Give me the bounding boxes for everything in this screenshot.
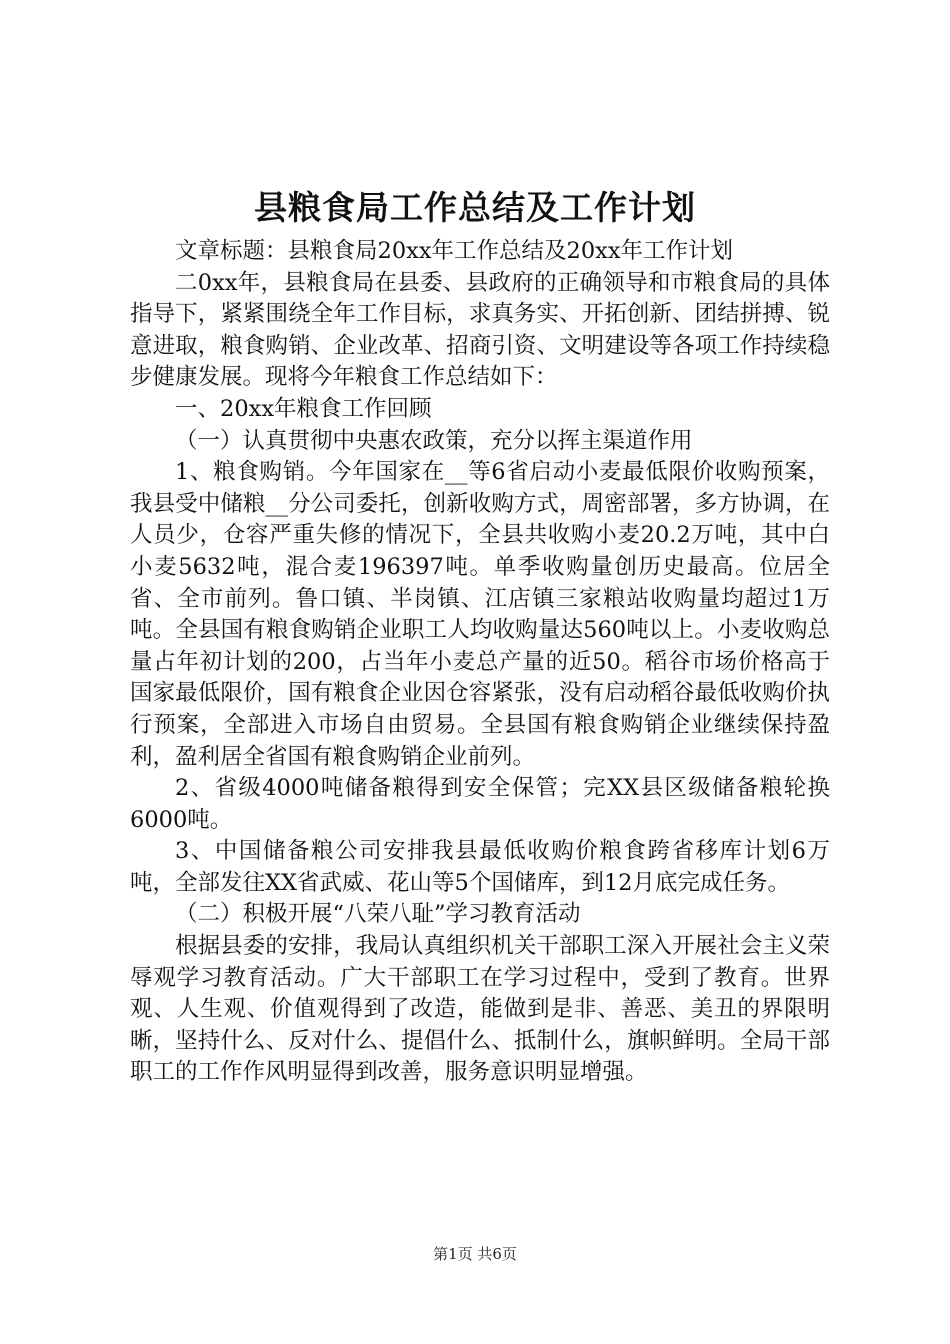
paragraph-grain-purchase: 1、粮食购销。今年国家在__等6省启动小麦最低限价收购预案，我县受中储粮__分公司委托，创新收购方式，周密部署，多方协调，在人员少，仓容严重失修的情况下，全县共收购小麦20.2万吨，其中白小麦5632吨，混合麦196397吨。单季收购量创历史最高。位居全省、全市前列。鲁口镇、半岗镇、江店镇三家粮站收购量均超过1万吨。全县国有粮食购销企业职工人均收购量达560吨以上。小麦收购总量占年初计划的200，占当年小麦总产量的近50。稻谷市场价格高于国家最低限价，国有粮食企业因仓容紧张，没有启动稻谷最低收购价执行预案，全部进入市场自由贸易。全县国有粮食购销企业继续保持盈利，盈利居全省国有粮食购销企业前列。 xyxy=(130,459,830,770)
paragraph-relocation-plan: 3、中国储备粮公司安排我县最低收购价粮食跨省移库计划6万吨，全部发往XX省武威、花山等5个国储库，到12月底完成任务。 xyxy=(130,838,830,896)
subsection-heading: （一）认真贯彻中央惠农政策，充分以挥主渠道作用 xyxy=(175,427,693,454)
section-heading: 一、20xx年粮食工作回顾 xyxy=(175,395,432,422)
paragraph-education-activity: 根据县委的安排，我局认真组织机关干部职工深入开展社会主义荣辱观学习教育活动。广大干部职工在学习过程中，受到了教育。世界观、人生观、价值观得到了改造，能做到是非、善恶、美丑的界限明晰，坚持什么、反对什么、提倡什么、抵制什么，旗帜鲜明。全局干部职工的工作作风明显得到改善，服务意识明显增强。 xyxy=(130,933,830,1086)
page-number: 第1页 共6页 xyxy=(433,1245,517,1263)
intro-paragraph: 二0xx年，县粮食局在县委、县政府的正确领导和市粮食局的具体指导下，紧紧围绕全年工作目标，求真务实、开拓创新、团结拼搏、锐意进取，粮食购销、企业改革、招商引资、文明建设等各项工作持续稳步健康发展。现将今年粮食工作总结如下： xyxy=(130,269,830,391)
paragraph-reserve-grain: 2、省级4000吨储备粮得到安全保管；完XX县区级储备粮轮换6000吨。 xyxy=(130,775,830,833)
document-body xyxy=(130,236,830,1089)
document-title: 县粮食局工作总结及工作计划 xyxy=(254,188,696,227)
article-title-line: 文章标题：县粮食局20xx年工作总结及20xx年工作计划 xyxy=(175,238,734,264)
subsection-heading: （二）积极开展“八荣八耻”学习教育活动 xyxy=(175,901,581,928)
